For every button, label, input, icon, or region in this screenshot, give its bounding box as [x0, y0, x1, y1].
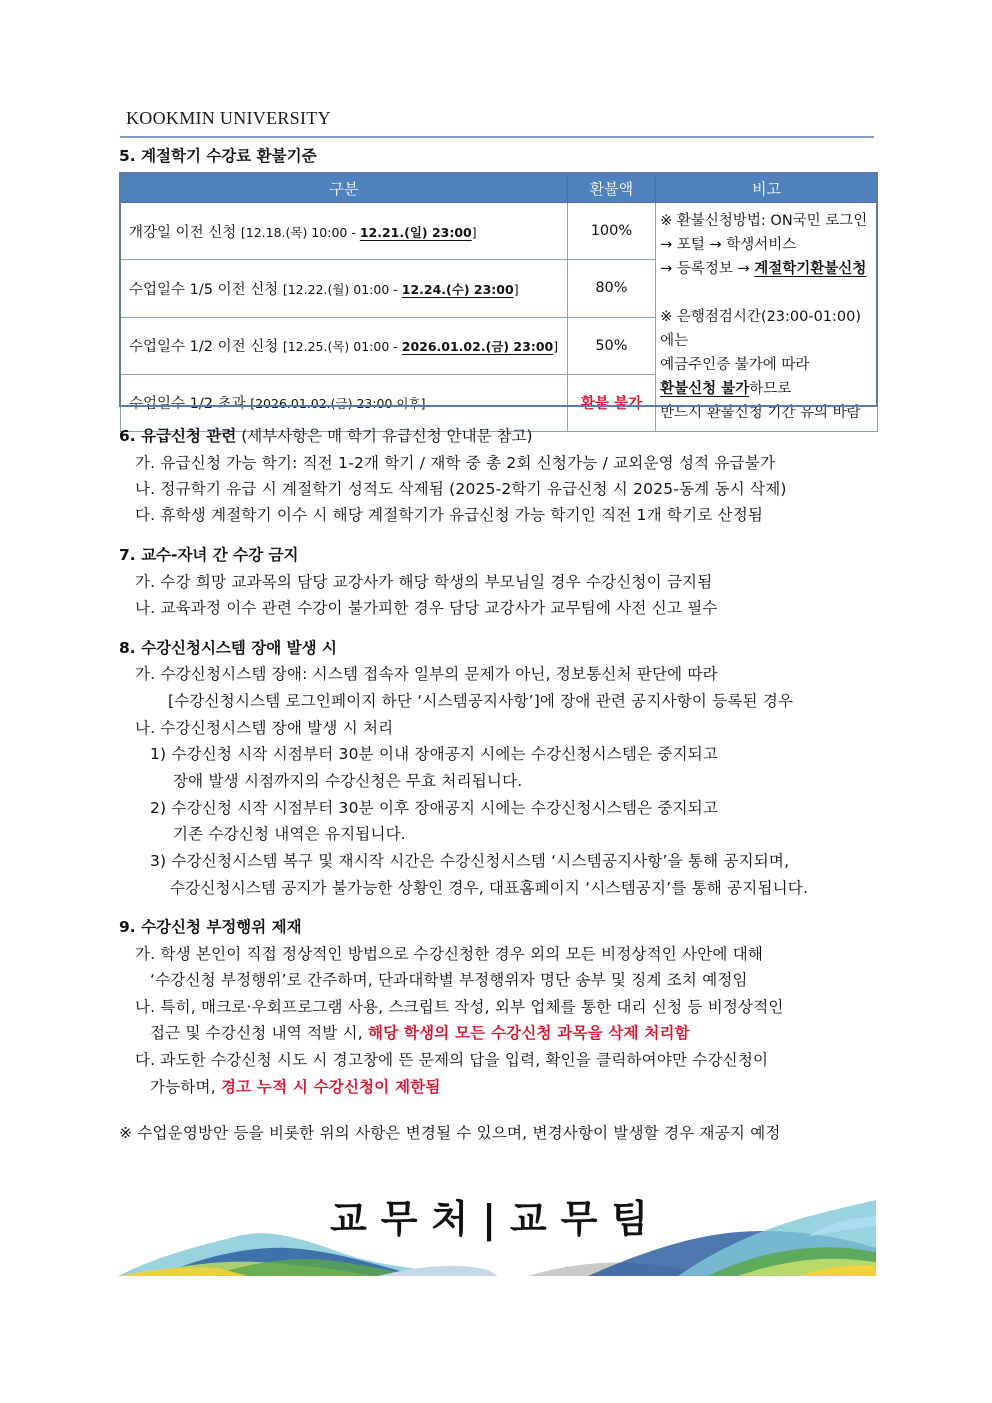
row-amount: 100%	[567, 203, 655, 260]
row-period: 수업일수 1/2 초과 [2026.01.02.(금) 23:00 이후]	[121, 374, 568, 431]
s7-item-b: 나. 교육과정 이수 관련 수강이 불가피한 경우 담당 교강사가 교무팀에 사전 신고 필수	[135, 599, 718, 617]
s7-item-a: 가. 수강 희망 교과목의 담당 교강사가 해당 학생의 부모님일 경우 수강신청이 금지됨	[135, 573, 713, 591]
section-7-title: 7. 교수-자녀 간 수강 금지	[119, 546, 299, 564]
row-period: 개강일 이전 신청 [12.18.(목) 10:00 - 12.21.(일) 23:00]	[121, 203, 568, 260]
s9-item-b2: 접근 및 수강신청 내역 적발 시, 해당 학생의 모든 수강신청 과목을 삭제 처리함	[150, 1024, 690, 1042]
s6-item-b: 나. 정규학기 유급 시 계절학기 성적도 삭제됨 (2025-2학기 유급신청 시 2025-동계 동시 삭제)	[135, 480, 787, 498]
s9-item-b1: 나. 특히, 매크로·우회프로그램 사용, 스크립트 작성, 외부 업체를 통한 대리 신청 등 비정상적인	[135, 998, 784, 1016]
change-notice: ※ 수업운영방안 등을 비롯한 위의 사항은 변경될 수 있으며, 변경사항이 발생할 경우 재공지 예정	[119, 1124, 781, 1142]
s6-item-a: 가. 유급신청 가능 학기: 직전 1-2개 학기 / 재학 중 총 2회 신청가능 / 교외운영 성적 유급불가	[135, 454, 776, 472]
section-5-title: 5. 계절학기 수강료 환불기준	[119, 147, 317, 165]
s9-item-a2: ‘수강신청 부정행위’로 간주하며, 단과대학별 부정행위자 명단 송부 및 징계 조치 예정임	[150, 971, 748, 989]
s9-item-c2: 가능하며, 경고 누적 시 수강신청이 제한됨	[150, 1078, 441, 1096]
s8-item-a1: 가. 수강신청시스템 장애: 시스템 접속자 일부의 문제가 아닌, 정보통신처 판단에 따라	[135, 665, 718, 683]
section-8-title: 8. 수강신청시스템 장애 발생 시	[119, 639, 337, 657]
s8-item-b1a: 1) 수강신청 시작 시점부터 30분 이내 장애공지 시에는 수강신청시스템은 중지되고	[150, 745, 719, 763]
header-amount: 환불액	[567, 174, 655, 203]
footer-department-title: 교무처|교무팀	[330, 1197, 663, 1241]
note-cell: ※ 환불신청방법: ON국민 로그인 → 포털 → 학생서비스 → 등록정보 → 계절학기환불신청 ※ 은행점검시간(23:00-01:00)에는 예금주인증 불가에 따라 환불신청 불가하므로 반드시 환불신청 기간 유의 바람	[656, 203, 878, 432]
s8-item-a2: [수강신청시스템 로그인페이지 하단 ‘시스템공지사항’]에 장애 관련 공지사항이 등록된 경우	[168, 692, 794, 710]
table-header-row	[121, 174, 878, 203]
header-rule	[120, 136, 874, 138]
header-note: 비고	[656, 174, 878, 203]
section-9-title: 9. 수강신청 부정행위 제재	[119, 918, 302, 936]
s8-item-b: 나. 수강신청시스템 장애 발생 시 처리	[135, 719, 394, 737]
s8-item-b3b: 수강신청시스템 공지가 불가능한 상황인 경우, 대표홈페이지 ‘시스템공지’를 통해 공지됩니다.	[170, 879, 809, 897]
header-category: 구분	[121, 174, 568, 203]
row-amount: 환불 불가	[567, 374, 655, 431]
row-amount: 50%	[567, 317, 655, 374]
s8-item-b2a: 2) 수강신청 시작 시점부터 30분 이후 장애공지 시에는 수강신청시스템은 중지되고	[150, 799, 719, 817]
table-row	[121, 203, 878, 260]
s8-item-b3a: 3) 수강신청시스템 복구 및 재시작 시간은 수강신청시스템 ‘시스템공지사항’을 통해 공지되며,	[150, 852, 790, 870]
s9-item-a1: 가. 학생 본인이 직접 정상적인 방법으로 수강신청한 경우 외의 모든 비정상적인 사안에 대해	[135, 945, 764, 963]
footer-landscape-graphic	[118, 1196, 876, 1280]
section-6-title: 6. 유급신청 관련 (세부사항은 매 학기 유급신청 안내문 참고)	[119, 427, 533, 445]
s6-item-c: 다. 휴학생 계절학기 이수 시 해당 계절학기가 유급신청 가능 학기인 직전 1개 학기로 산정됨	[135, 506, 764, 524]
s8-item-b1b: 장애 발생 시점까지의 수강신청은 무효 처리됩니다.	[173, 772, 523, 790]
s9-item-c1: 다. 과도한 수강신청 시도 시 경고창에 뜬 문제의 답을 입력, 확인을 클릭하여야만 수강신청이	[135, 1051, 769, 1069]
refund-table	[120, 173, 878, 432]
row-amount: 80%	[567, 260, 655, 317]
s8-item-b2b: 기존 수강신청 내역은 유지됩니다.	[173, 825, 406, 843]
row-period: 수업일수 1/2 이전 신청 [12.25.(목) 01:00 - 2026.01.02.(금) 23:00]	[121, 317, 568, 374]
row-period: 수업일수 1/5 이전 신청 [12.22.(월) 01:00 - 12.24.(수) 23:00]	[121, 260, 568, 317]
university-logo-text: KOOKMIN UNIVERSITY	[126, 108, 331, 128]
